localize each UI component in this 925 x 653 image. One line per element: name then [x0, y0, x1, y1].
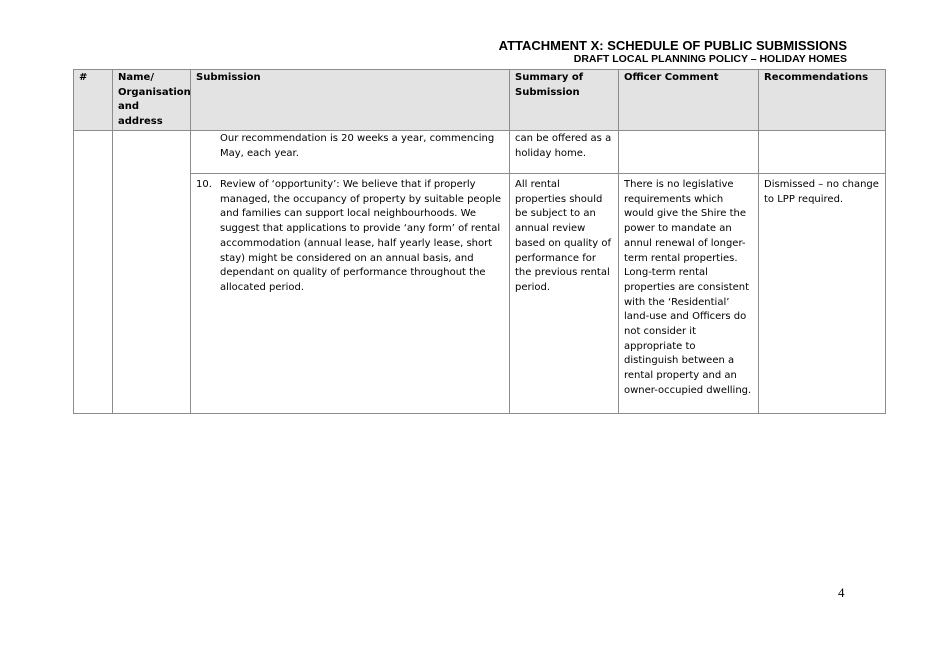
table-row — [74, 131, 886, 174]
cell-num — [74, 131, 113, 174]
cell-officer-comment — [619, 131, 759, 174]
document-title: ATTACHMENT X: SCHEDULE OF PUBLIC SUBMISSIONS — [498, 38, 847, 53]
table-header-row — [74, 70, 886, 131]
cell-summary: can be offered as a holiday home. — [510, 131, 619, 174]
document-subtitle: DRAFT LOCAL PLANNING POLICY – HOLIDAY HOMES — [573, 53, 847, 65]
cell-recommendations — [759, 131, 886, 174]
column-header-recommendations: Recommendations — [759, 70, 886, 131]
submission-item-number: 10. — [196, 179, 212, 190]
submission-text: Review of ‘opportunity’: We believe that if properly managed, the occupancy of property by suitable people and families can support local neighbourhoods. We suggest that applications to provide ‘any form’ of rental accommodation (annual lease, half yearly lease, short stay) might be considered on an annual basis, and dependant on quality of performance throughout the allocated period. — [220, 179, 501, 293]
cell-num — [74, 174, 113, 414]
cell-submission — [191, 131, 510, 174]
cell-recommendations: Dismissed – no change to LPP required. — [759, 174, 886, 414]
page-number: 4 — [838, 585, 845, 600]
cell-summary: All rental properties should be subject to an annual review based on quality of performance for the previous rental period. — [510, 174, 619, 414]
submission-text: Our recommendation is 20 weeks a year, commencing May, each year. — [220, 133, 495, 159]
column-header-num: # — [74, 70, 113, 131]
column-header-name: Name/ Organisation and address — [113, 70, 191, 131]
cell-name — [113, 131, 191, 174]
cell-submission — [191, 174, 510, 414]
cell-name — [113, 174, 191, 414]
column-header-summary: Summary of Submission — [510, 70, 619, 131]
column-header-submission: Submission — [191, 70, 510, 131]
submission-item — [196, 178, 504, 296]
table-row — [74, 174, 886, 414]
column-header-officer-comment: Officer Comment — [619, 70, 759, 131]
submissions-table — [73, 69, 886, 414]
cell-officer-comment: There is no legislative requirements which would give the Shire the power to mandate an annul renewal of longer-term rental properties. Long-term rental properties are consistent with the ‘Residential’ land-use and Officers do not consider it appropriate to distinguish between a rental property and an owner-occupied dwelling. — [619, 174, 759, 414]
